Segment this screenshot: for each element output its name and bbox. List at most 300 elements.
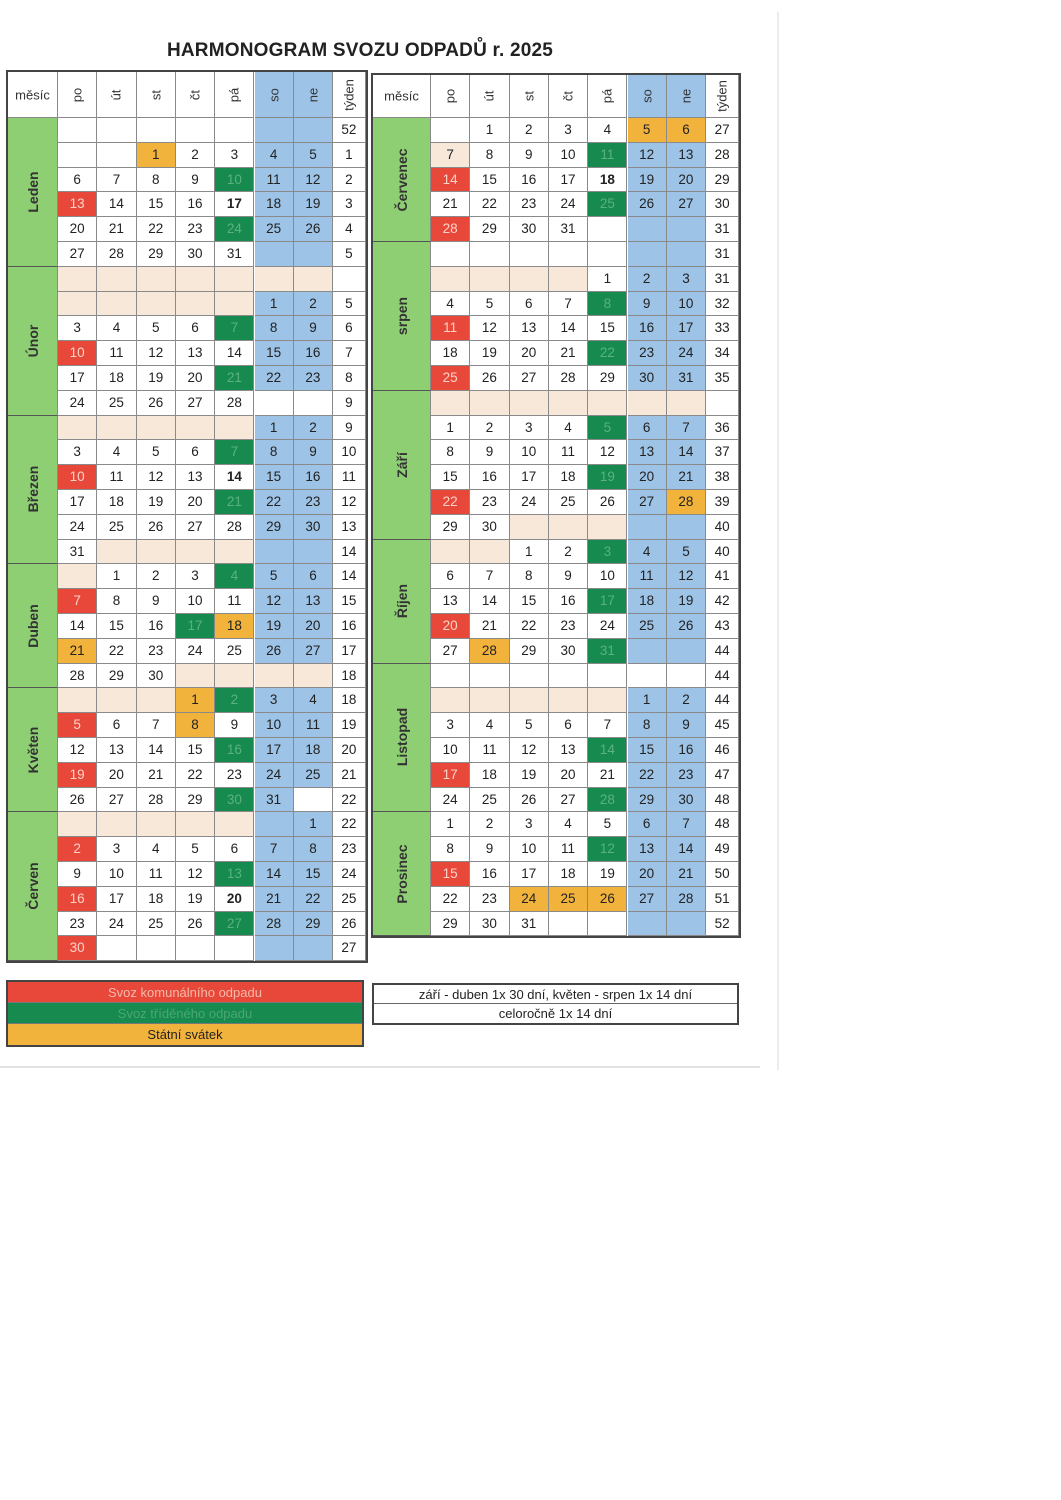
day-cell	[176, 936, 215, 961]
day-cell: 24	[255, 763, 294, 788]
week-number-cell: 44	[706, 688, 739, 713]
day-cell: 8	[510, 564, 549, 589]
day-cell: 26	[588, 887, 627, 912]
day-cell: 4	[470, 713, 509, 738]
day-cell: 21	[215, 366, 254, 391]
day-cell: 18	[255, 192, 294, 217]
calendar-table-jul-dec	[371, 73, 741, 938]
day-cell: 21	[667, 465, 706, 490]
day-cell: 16	[470, 465, 509, 490]
day-cell: 9	[667, 713, 706, 738]
day-cell: 15	[255, 341, 294, 366]
day-cell	[628, 515, 667, 540]
day-cell: 12	[137, 465, 176, 490]
day-cell: 6	[628, 812, 667, 837]
header-label: so	[266, 87, 282, 102]
month-label-říjen	[373, 540, 431, 664]
week-number-cell: 9	[333, 416, 366, 441]
day-cell: 4	[549, 812, 588, 837]
day-cell: 30	[470, 912, 509, 937]
day-cell: 30	[137, 664, 176, 689]
week-number-cell: 52	[333, 118, 366, 143]
day-cell: 23	[294, 490, 333, 515]
month-name: Únor	[24, 324, 41, 358]
day-cell: 16	[628, 316, 667, 341]
day-cell: 16	[510, 168, 549, 193]
day-cell: 3	[588, 540, 627, 565]
day-cell: 4	[294, 688, 333, 713]
day-cell: 15	[510, 589, 549, 614]
month-name: Září	[393, 451, 410, 478]
day-cell	[215, 540, 254, 565]
day-cell: 20	[510, 341, 549, 366]
day-cell: 5	[588, 416, 627, 441]
header-label: po	[69, 87, 85, 102]
day-cell: 12	[255, 589, 294, 614]
day-cell: 31	[255, 788, 294, 813]
month-label-červenec	[373, 118, 431, 242]
week-number-cell: 6	[333, 316, 366, 341]
day-cell: 1	[431, 416, 470, 441]
day-cell	[97, 292, 136, 317]
day-cell	[628, 242, 667, 267]
week-number-cell: 9	[333, 391, 366, 416]
day-cell: 30	[510, 217, 549, 242]
day-cell: 21	[588, 763, 627, 788]
month-name: Červen	[24, 862, 41, 911]
day-cell: 26	[294, 217, 333, 242]
day-cell	[294, 788, 333, 813]
header-label: út	[108, 89, 124, 100]
week-number-cell: 23	[333, 837, 366, 862]
day-cell: 16	[176, 192, 215, 217]
day-cell: 14	[549, 316, 588, 341]
day-cell: 28	[97, 242, 136, 267]
day-cell: 14	[97, 192, 136, 217]
day-cell: 20	[58, 217, 97, 242]
day-cell	[588, 391, 627, 416]
day-cell	[431, 242, 470, 267]
day-cell: 3	[667, 267, 706, 292]
day-cell: 29	[137, 242, 176, 267]
day-cell: 28	[255, 912, 294, 937]
day-cell: 13	[628, 440, 667, 465]
week-number-cell: 40	[706, 515, 739, 540]
day-cell	[431, 118, 470, 143]
day-cell: 23	[628, 341, 667, 366]
day-cell: 22	[176, 763, 215, 788]
month-name: Duben	[24, 604, 41, 648]
week-number-cell: 31	[706, 242, 739, 267]
day-cell: 11	[137, 862, 176, 887]
day-cell: 10	[667, 292, 706, 317]
header-day-st	[510, 75, 549, 118]
page-edge-bottom	[0, 1066, 760, 1068]
day-cell	[255, 936, 294, 961]
week-number-cell: 45	[706, 713, 739, 738]
day-cell: 25	[431, 366, 470, 391]
week-number-cell: 19	[333, 713, 366, 738]
week-number-cell: 11	[333, 465, 366, 490]
week-number-cell: 42	[706, 589, 739, 614]
day-cell: 17	[549, 168, 588, 193]
day-cell: 25	[470, 788, 509, 813]
week-number-cell: 2	[333, 168, 366, 193]
day-cell	[549, 912, 588, 937]
day-cell: 8	[431, 837, 470, 862]
week-number-cell: 46	[706, 738, 739, 763]
note-yearround-frequency: celoročně 1x 14 dní	[498, 1006, 613, 1021]
day-cell	[510, 515, 549, 540]
month-name: Listopad	[393, 708, 410, 767]
day-cell: 25	[294, 763, 333, 788]
header-label: čt	[560, 90, 576, 102]
day-cell: 21	[137, 763, 176, 788]
day-cell: 4	[549, 416, 588, 441]
day-cell: 1	[176, 688, 215, 713]
day-cell: 3	[58, 440, 97, 465]
day-cell: 30	[470, 515, 509, 540]
day-cell: 18	[97, 490, 136, 515]
day-cell	[97, 936, 136, 961]
day-cell	[58, 267, 97, 292]
day-cell: 4	[97, 440, 136, 465]
page-edge-right	[777, 12, 779, 1070]
day-cell: 17	[58, 366, 97, 391]
header-label: ne	[678, 88, 694, 104]
day-cell: 19	[255, 614, 294, 639]
day-cell: 25	[549, 490, 588, 515]
day-cell: 31	[58, 540, 97, 565]
day-cell: 25	[137, 912, 176, 937]
legend-trideny: Svoz tříděného odpadu	[8, 1003, 362, 1024]
day-cell: 5	[58, 713, 97, 738]
day-cell: 24	[588, 614, 627, 639]
day-cell	[176, 540, 215, 565]
day-cell	[215, 267, 254, 292]
day-cell: 15	[176, 738, 215, 763]
week-number-cell: 27	[333, 936, 366, 961]
day-cell: 9	[294, 316, 333, 341]
header-label: st	[148, 89, 164, 100]
week-number-cell: 51	[706, 887, 739, 912]
day-cell	[510, 267, 549, 292]
page-title: HARMONOGRAM SVOZU ODPADŮ r. 2025	[166, 40, 554, 61]
header-day-po	[58, 72, 97, 118]
day-cell: 10	[176, 589, 215, 614]
day-cell: 20	[628, 862, 667, 887]
day-cell: 21	[58, 639, 97, 664]
day-cell: 22	[97, 639, 136, 664]
day-cell: 17	[431, 763, 470, 788]
day-cell: 27	[58, 242, 97, 267]
day-cell	[628, 217, 667, 242]
header-day-čt	[176, 72, 215, 118]
day-cell: 18	[588, 168, 627, 193]
day-cell: 22	[255, 490, 294, 515]
day-cell: 13	[628, 837, 667, 862]
day-cell	[510, 242, 549, 267]
day-cell: 14	[667, 440, 706, 465]
day-cell	[628, 664, 667, 689]
week-number-cell	[333, 267, 366, 292]
day-cell: 22	[470, 192, 509, 217]
day-cell: 11	[549, 440, 588, 465]
day-cell	[588, 515, 627, 540]
header-week	[333, 72, 366, 118]
header-label: út	[481, 90, 497, 102]
day-cell: 18	[628, 589, 667, 614]
day-cell: 28	[431, 217, 470, 242]
day-cell: 20	[176, 490, 215, 515]
day-cell: 24	[97, 912, 136, 937]
day-cell: 5	[294, 143, 333, 168]
day-cell: 3	[431, 713, 470, 738]
day-cell: 30	[58, 936, 97, 961]
day-cell: 7	[667, 812, 706, 837]
day-cell: 24	[215, 217, 254, 242]
day-cell: 30	[294, 515, 333, 540]
week-number-cell: 14	[333, 540, 366, 565]
day-cell	[588, 664, 627, 689]
day-cell: 25	[588, 192, 627, 217]
day-cell: 7	[549, 292, 588, 317]
day-cell	[431, 540, 470, 565]
day-cell: 17	[510, 862, 549, 887]
day-cell: 22	[431, 887, 470, 912]
day-cell: 24	[176, 639, 215, 664]
day-cell: 31	[667, 366, 706, 391]
day-cell: 4	[588, 118, 627, 143]
day-cell: 18	[549, 465, 588, 490]
day-cell: 4	[137, 837, 176, 862]
month-label-leden	[8, 118, 58, 267]
day-cell	[97, 118, 136, 143]
day-cell: 2	[470, 416, 509, 441]
day-cell	[215, 118, 254, 143]
day-cell: 3	[215, 143, 254, 168]
day-cell: 13	[431, 589, 470, 614]
frequency-note	[372, 983, 739, 1025]
day-cell	[549, 515, 588, 540]
day-cell: 5	[628, 118, 667, 143]
header-day-so	[628, 75, 667, 118]
day-cell	[588, 242, 627, 267]
week-number-cell: 52	[706, 912, 739, 937]
day-cell	[294, 664, 333, 689]
week-number-cell: 25	[333, 887, 366, 912]
day-cell	[215, 292, 254, 317]
day-cell: 2	[510, 118, 549, 143]
week-number-cell: 10	[333, 440, 366, 465]
day-cell: 15	[97, 614, 136, 639]
day-cell: 8	[255, 316, 294, 341]
day-cell: 8	[294, 837, 333, 862]
day-cell: 24	[58, 515, 97, 540]
header-label: po	[442, 88, 458, 104]
day-cell	[667, 515, 706, 540]
week-number-cell: 18	[333, 664, 366, 689]
day-cell: 12	[510, 738, 549, 763]
week-number-cell: 5	[333, 292, 366, 317]
day-cell: 3	[549, 118, 588, 143]
day-cell: 18	[215, 614, 254, 639]
day-cell	[470, 267, 509, 292]
day-cell: 12	[588, 837, 627, 862]
day-cell: 27	[176, 515, 215, 540]
header-week	[706, 75, 739, 118]
day-cell: 28	[667, 887, 706, 912]
day-cell	[97, 688, 136, 713]
week-number-cell: 34	[706, 341, 739, 366]
day-cell: 20	[215, 887, 254, 912]
day-cell: 3	[176, 564, 215, 589]
day-cell: 14	[431, 168, 470, 193]
day-cell: 26	[588, 490, 627, 515]
day-cell: 29	[431, 912, 470, 937]
week-number-cell: 27	[706, 118, 739, 143]
day-cell: 19	[588, 465, 627, 490]
day-cell: 27	[431, 639, 470, 664]
day-cell: 19	[176, 887, 215, 912]
header-day-út	[470, 75, 509, 118]
day-cell: 9	[294, 440, 333, 465]
header-month	[373, 75, 431, 118]
header-day-čt	[549, 75, 588, 118]
day-cell: 13	[667, 143, 706, 168]
day-cell: 6	[628, 416, 667, 441]
day-cell: 22	[510, 614, 549, 639]
header-day-pá	[215, 72, 254, 118]
day-cell: 18	[549, 862, 588, 887]
day-cell: 27	[176, 391, 215, 416]
day-cell: 1	[510, 540, 549, 565]
day-cell: 6	[667, 118, 706, 143]
day-cell	[510, 688, 549, 713]
day-cell: 2	[628, 267, 667, 292]
day-cell: 9	[215, 713, 254, 738]
day-cell: 8	[431, 440, 470, 465]
day-cell: 7	[470, 564, 509, 589]
day-cell: 26	[255, 639, 294, 664]
day-cell: 14	[215, 341, 254, 366]
day-cell	[58, 143, 97, 168]
day-cell	[255, 664, 294, 689]
day-cell: 17	[667, 316, 706, 341]
day-cell: 16	[549, 589, 588, 614]
week-number-cell: 33	[706, 316, 739, 341]
day-cell: 6	[176, 440, 215, 465]
day-cell	[549, 267, 588, 292]
day-cell: 22	[137, 217, 176, 242]
day-cell: 17	[58, 490, 97, 515]
day-cell	[137, 267, 176, 292]
day-cell	[431, 688, 470, 713]
day-cell: 23	[667, 763, 706, 788]
day-cell: 31	[549, 217, 588, 242]
day-cell	[97, 416, 136, 441]
header-day-po	[431, 75, 470, 118]
day-cell	[255, 242, 294, 267]
week-number-cell: 22	[333, 812, 366, 837]
day-cell	[137, 812, 176, 837]
day-cell: 7	[431, 143, 470, 168]
day-cell: 6	[176, 316, 215, 341]
day-cell: 20	[549, 763, 588, 788]
day-cell: 15	[431, 862, 470, 887]
week-number-cell: 15	[333, 589, 366, 614]
week-number-cell: 8	[333, 366, 366, 391]
day-cell: 30	[549, 639, 588, 664]
day-cell: 9	[176, 168, 215, 193]
day-cell: 29	[628, 788, 667, 813]
day-cell: 10	[58, 341, 97, 366]
day-cell: 22	[588, 341, 627, 366]
day-cell: 11	[588, 143, 627, 168]
month-label-září	[373, 391, 431, 540]
day-cell: 12	[628, 143, 667, 168]
day-cell	[176, 812, 215, 837]
day-cell	[470, 242, 509, 267]
day-cell: 25	[628, 614, 667, 639]
header-label: pá	[599, 88, 615, 104]
day-cell: 6	[510, 292, 549, 317]
day-cell	[667, 664, 706, 689]
day-cell: 11	[549, 837, 588, 862]
day-cell: 8	[97, 589, 136, 614]
day-cell: 13	[58, 192, 97, 217]
day-cell: 18	[97, 366, 136, 391]
day-cell: 15	[470, 168, 509, 193]
day-cell: 31	[215, 242, 254, 267]
week-number-cell: 38	[706, 465, 739, 490]
week-number-cell: 17	[333, 639, 366, 664]
week-number-cell: 24	[333, 862, 366, 887]
day-cell: 14	[255, 862, 294, 887]
day-cell: 10	[431, 738, 470, 763]
day-cell: 25	[549, 887, 588, 912]
month-label-červen	[8, 812, 58, 961]
day-cell: 11	[628, 564, 667, 589]
day-cell: 24	[58, 391, 97, 416]
day-cell: 10	[549, 143, 588, 168]
day-cell: 18	[137, 887, 176, 912]
day-cell: 5	[137, 440, 176, 465]
day-cell: 11	[470, 738, 509, 763]
day-cell: 7	[667, 416, 706, 441]
day-cell: 14	[215, 465, 254, 490]
day-cell: 1	[137, 143, 176, 168]
day-cell: 12	[176, 862, 215, 887]
day-cell: 8	[137, 168, 176, 193]
day-cell: 15	[588, 316, 627, 341]
day-cell: 24	[510, 490, 549, 515]
day-cell: 16	[137, 614, 176, 639]
day-cell	[137, 936, 176, 961]
day-cell: 9	[470, 837, 509, 862]
day-cell: 13	[176, 465, 215, 490]
week-number-cell: 50	[706, 862, 739, 887]
day-cell: 28	[470, 639, 509, 664]
day-cell: 5	[470, 292, 509, 317]
day-cell	[667, 217, 706, 242]
day-cell: 11	[255, 168, 294, 193]
header-day-ne	[294, 72, 333, 118]
day-cell: 5	[176, 837, 215, 862]
day-cell: 27	[628, 887, 667, 912]
month-label-prosinec	[373, 812, 431, 936]
day-cell: 21	[215, 490, 254, 515]
